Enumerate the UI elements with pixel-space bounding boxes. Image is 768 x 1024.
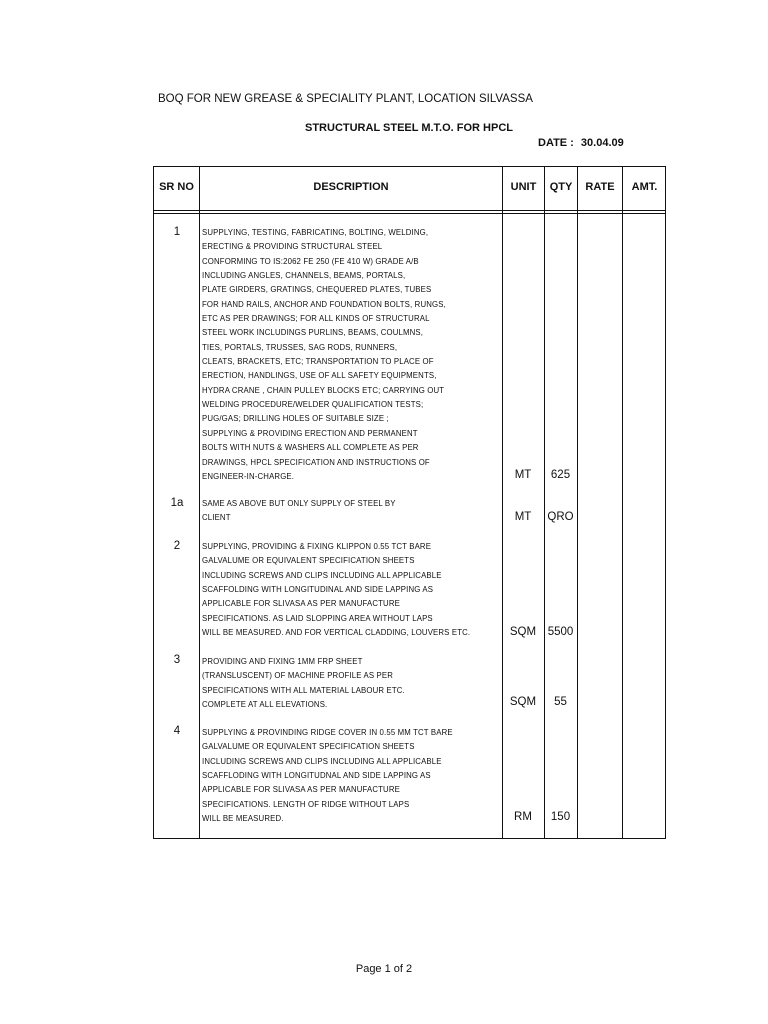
row-sr-no: 1	[173, 226, 181, 238]
header-description: DESCRIPTION	[313, 181, 389, 193]
header-rule-top	[153, 210, 666, 211]
description-line: GALVALUME OR EQUIVALENT SPECIFICATION SHEETS	[202, 742, 415, 752]
description-line: SCAFFOLDING WITH LONGITUDINAL AND SIDE LAPPING AS	[202, 585, 434, 595]
description-line: FOR HAND RAILS, ANCHOR AND FOUNDATION BOLTS, RUNGS,	[202, 299, 446, 309]
row-description	[202, 226, 502, 484]
row-sr-no: 4	[173, 725, 181, 737]
description-line: PUG/GAS; DRILLING HOLES OF SUITABLE SIZE ;	[202, 414, 389, 424]
column-divider	[544, 166, 545, 839]
row-qty: QRO	[547, 511, 574, 523]
header-unit: UNIT	[510, 181, 537, 193]
description-line: SPECIFICATIONS. LENGTH OF RIDGE WITHOUT LAPS	[202, 799, 410, 809]
description-line: APPLICABLE FOR SLIVASA AS PER MANUFACTURE	[202, 785, 400, 795]
column-divider	[577, 166, 578, 839]
description-line: ERECTION, HANDLINGS, USE OF ALL SAFETY EQUIPMENTS,	[202, 371, 437, 381]
row-sr-no: 3	[173, 654, 181, 666]
date-value: 30.04.09	[580, 137, 624, 149]
description-line: SUPPLYING, TESTING, FABRICATING, BOLTING, WELDING,	[202, 228, 429, 237]
description-line: SPECIFICATIONS WITH ALL MATERIAL LABOUR ETC.	[202, 685, 405, 695]
description-line: WILL BE MEASURED. AND FOR VERTICAL CLADDING, LOUVERS ETC.	[202, 628, 471, 638]
column-divider	[502, 166, 503, 839]
description-line: WELDING PROCEDURE/WELDER QUALIFICATION TESTS;	[202, 400, 424, 410]
row-unit: RM	[514, 811, 532, 823]
row-qty: 625	[550, 469, 571, 481]
page-number: Page 1 of 2	[355, 963, 413, 975]
description-line: ERECTING & PROVIDING STRUCTURAL STEEL	[202, 242, 383, 252]
description-line: ENGINEER-IN-CHARGE.	[202, 471, 295, 481]
description-line: APPLICABLE FOR SLIVASA AS PER MANUFACTURE	[202, 599, 400, 609]
document-subtitle: STRUCTURAL STEEL M.T.O. FOR HPCL	[305, 122, 513, 134]
row-unit: MT	[514, 469, 532, 481]
description-line: CONFORMING TO IS:2062 FE 250 (FE 410 W) GRADE A/B	[202, 256, 419, 266]
description-line: PROVIDING AND FIXING 1MM FRP SHEET	[202, 657, 363, 666]
row-qty: 5500	[547, 626, 574, 638]
row-description	[202, 540, 502, 640]
description-line: CLEATS, BRACKETS, ETC; TRANSPORTATION TO PLACE OF	[202, 357, 434, 367]
description-line: SPECIFICATIONS. AS LAID SLOPPING AREA WITHOUT LAPS	[202, 613, 433, 623]
header-rule-bottom	[153, 213, 666, 214]
description-line: INCLUDING SCREWS AND CLIPS INCLUDING ALL APPLICABLE	[202, 570, 442, 580]
description-line: PLATE GIRDERS, GRATINGS, CHEQUERED PLATES, TUBES	[202, 285, 432, 295]
document-date	[538, 137, 624, 149]
header-rate: RATE	[585, 181, 615, 193]
description-line: SUPPLYING, PROVIDING & FIXING KLIPPON 0.55 TCT BARE	[202, 542, 432, 551]
description-line: (TRANSLUSCENT) OF MACHINE PROFILE AS PER	[202, 671, 393, 681]
description-line: WILL BE MEASURED.	[202, 814, 284, 824]
row-description	[202, 655, 502, 712]
row-unit: SQM	[509, 696, 537, 708]
description-line: TIES, PORTALS, TRUSSES, SAG RODS, RUNNERS,	[202, 342, 398, 352]
description-line: SAME AS ABOVE BUT ONLY SUPPLY OF STEEL BY	[202, 499, 396, 508]
description-line: SCAFFLODING WITH LONGITUDNAL AND SIDE LAPPING AS	[202, 771, 431, 781]
row-sr-no: 2	[173, 540, 181, 552]
date-label: DATE :	[538, 137, 574, 149]
row-unit: MT	[514, 511, 532, 523]
description-line: BOLTS WITH NUTS & WASHERS ALL COMPLETE AS PER	[202, 443, 419, 453]
description-line: INCLUDING ANGLES, CHANNELS, BEAMS, PORTALS,	[202, 271, 406, 281]
row-qty: 150	[550, 811, 571, 823]
description-line: SUPPLYING & PROVINDING RIDGE COVER IN 0.55 MM TCT BARE	[202, 728, 453, 737]
row-description	[202, 497, 502, 526]
row-sr-no: 1a	[170, 497, 184, 509]
description-line: GALVALUME OR EQUIVALENT SPECIFICATION SHEETS	[202, 556, 415, 566]
description-line: CLIENT	[202, 513, 231, 523]
column-divider	[622, 166, 623, 839]
row-description	[202, 726, 502, 826]
description-line: COMPLETE AT ALL ELEVATIONS.	[202, 700, 328, 710]
description-line: HYDRA CRANE , CHAIN PULLEY BLOCKS ETC; CARRYING OUT	[202, 385, 445, 395]
description-line: INCLUDING SCREWS AND CLIPS INCLUDING ALL APPLICABLE	[202, 756, 442, 766]
description-line: ETC AS PER DRAWINGS; FOR ALL KINDS OF STRUCTURAL	[202, 314, 430, 324]
description-line: SUPPLYING & PROVIDING ERECTION AND PERMANENT	[202, 428, 418, 438]
description-line: DRAWINGS, HPCL SPECIFICATION AND INSTRUCTIONS OF	[202, 457, 430, 467]
header-qty: QTY	[549, 181, 573, 193]
description-line: STEEL WORK INCLUDINGS PURLINS, BEAMS, COULMNS,	[202, 328, 424, 338]
document-title: BOQ FOR NEW GREASE & SPECIALITY PLANT, LOCATION SILVASSA	[158, 93, 533, 105]
header-sr-no: SR NO	[159, 181, 194, 193]
row-unit: SQM	[509, 626, 537, 638]
row-qty: 55	[554, 696, 567, 708]
header-amt: AMT.	[631, 181, 658, 193]
